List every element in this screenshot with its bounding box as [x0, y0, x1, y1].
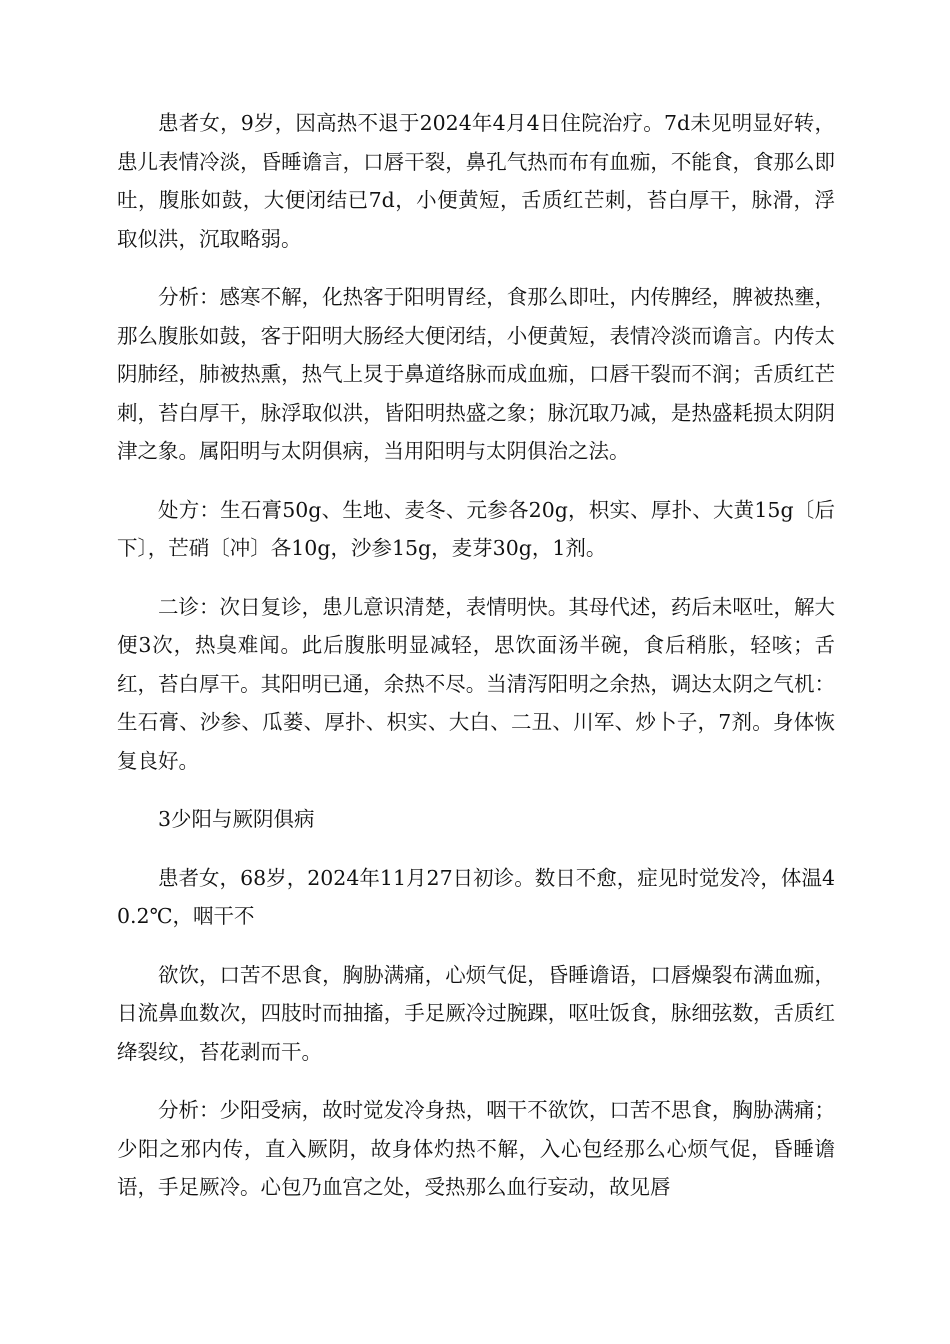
- analysis-paragraph: 分析：感寒不解，化热客于阳明胃经，食那么即吐，内传脾经，脾被热壅，那么腹胀如鼓，客于阳明大肠经大便闭结，小便黄短，表情冷淡而谵言。内传太阴肺经，肺被热熏，热气上炅于鼻道络脉而成血痂，口唇干裂而不润；舌质红芒刺，苔白厚干，脉浮取似洪，皆阳明热盛之象；脉沉取乃减，是热盛耗损太阴阴津之象。属阳明与太阴俱病，当用阳明与太阴俱治之法。: [117, 285, 835, 463]
- case-two-analysis-paragraph: 分析：少阳受病，故时觉发冷身热，咽干不欲饮，口苦不思食，胸胁满痛；少阳之邪内传，直入厥阴，故身体灼热不解，入心包经那么心烦气促，昏睡谵语，手足厥冷。心包乃血宫之处，受热那么血行妄动，故见唇: [117, 1098, 835, 1199]
- prescription-paragraph: 处方：生石膏50g、生地、麦冬、元参各20g，枳实、厚扑、大黄15g〔后下〕，芒硝〔冲〕各10g，沙参15g，麦芽30g，1剂。: [117, 497, 835, 560]
- case-description-paragraph: 患者女，9岁，因高热不退于2024年4月4日住院治疗。7d未见明显好转，患儿表情冷淡，昏睡谵言，口唇干裂，鼻孔气热而布有血痂，不能食，食那么即吐，腹胀如鼓，大便闭结已7d，小便黄短，舌质红芒刺，苔白厚干，脉滑，浮取似洪，沉取略弱。: [117, 111, 835, 251]
- section-heading: 3少阳与厥阴俱病: [158, 807, 315, 831]
- document-page: [117, 104, 835, 1227]
- case-two-symptoms-paragraph: 欲饮，口苦不思食，胸胁满痛，心烦气促，昏睡谵语，口唇燥裂布满血痂，日流鼻血数次，四肢时而抽搐，手足厥冷过腕踝，呕吐饭食，脉细弦数，舌质红绛裂纹，苔花剥而干。: [117, 962, 835, 1064]
- case-two-intro-paragraph: 患者女，68岁，2024年11月27日初诊。数日不愈，症见时觉发冷，体温40.2℃，咽干不: [117, 865, 835, 928]
- second-visit-paragraph: 二诊：次日复诊，患儿意识清楚，表情明快。其母代述，药后未呕吐，解大便3次，热臭难闻。此后腹胀明显减轻，思饮面汤半碗，食后稍胀，轻咳；舌红，苔白厚干。其阳明已通，余热不尽。当清泻阳明之余热，调达太阴之气机：生石膏、沙参、瓜蒌、厚扑、枳实、大白、二丑、川军、炒卜子，7剂。身体恢复良好。: [117, 594, 835, 773]
